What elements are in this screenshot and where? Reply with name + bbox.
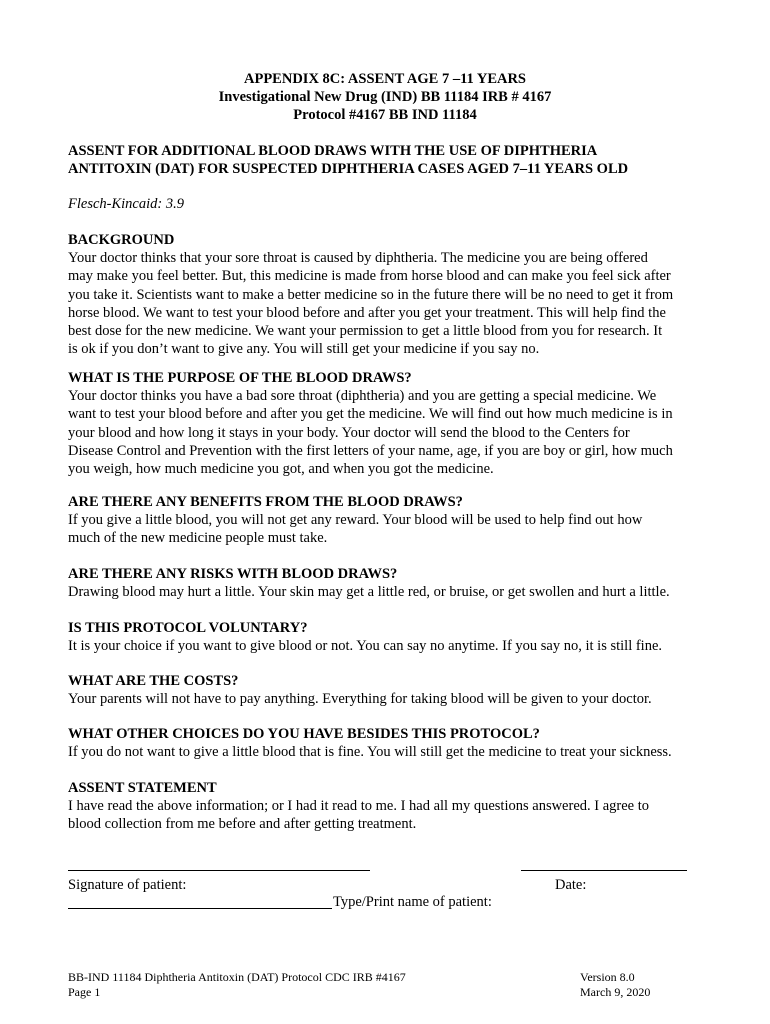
paragraph-line: you take it. Scientists want to make a better medicine so in the future there will be no need to get it from xyxy=(68,286,674,303)
ind-line: Investigational New Drug (IND) BB 11184 IRB # 4167 xyxy=(218,89,552,105)
patient-name-line[interactable] xyxy=(68,908,332,909)
paragraph-line: If you do not want to give a little blood that is fine. You will still get the medicine to treat your sickness. xyxy=(68,744,672,761)
section-background xyxy=(68,231,718,358)
date-label: Date: xyxy=(555,877,587,893)
section-heading: ASSENT STATEMENT xyxy=(68,780,217,796)
section-other-choices xyxy=(68,725,718,761)
paragraph-line: horse blood. We want to test your blood before and after you get your treatment. This will help find the xyxy=(68,304,666,321)
paragraph-line: Disease Control and Prevention with the first letters of your name, age, if you are boy or girl, how much xyxy=(68,442,673,459)
patient-signature-line[interactable] xyxy=(68,870,370,871)
date-signature-line[interactable] xyxy=(521,870,687,871)
assent-title xyxy=(68,142,708,178)
appendix-title: APPENDIX 8C: ASSENT AGE 7 –11 YEARS xyxy=(244,71,526,87)
paragraph-line: If you give a little blood, you will not get any reward. Your blood will be used to help find out how xyxy=(68,512,643,529)
section-purpose xyxy=(68,369,718,478)
section-risks xyxy=(68,565,718,601)
page-number: Page 1 xyxy=(68,985,101,999)
version-label: Version 8.0 xyxy=(580,970,635,984)
flesch-kincaid-score: Flesch-Kincaid: 3.9 xyxy=(68,196,184,212)
version-date: March 9, 2020 xyxy=(580,985,651,999)
section-costs xyxy=(68,672,718,708)
section-assent-statement xyxy=(68,779,718,834)
assent-title-line-2: ANTITOXIN (DAT) FOR SUSPECTED DIPHTHERIA CASES AGED 7–11 YEARS OLD xyxy=(68,161,629,177)
paragraph-line: may make you feel better. But, this medicine is made from horse blood and can make you feel sick after xyxy=(68,268,671,285)
paragraph-line: Your doctor thinks you have a bad sore throat (diphtheria) and you are getting a special medicine. We xyxy=(68,388,657,405)
protocol-line: Protocol #4167 BB IND 11184 xyxy=(293,107,477,123)
patient-signature-label: Signature of patient: xyxy=(68,877,187,893)
footer-left xyxy=(68,970,406,1000)
patient-name-label: Type/Print name of patient: xyxy=(333,894,492,910)
section-voluntary xyxy=(68,619,718,655)
paragraph-line: Your parents will not have to pay anything. Everything for taking blood will be given to your doctor. xyxy=(68,691,652,708)
section-heading: ARE THERE ANY BENEFITS FROM THE BLOOD DRAWS? xyxy=(68,494,463,510)
paragraph-line: blood collection from me before and after getting treatment. xyxy=(68,816,417,833)
footer-protocol-info: BB-IND 11184 Diphtheria Antitoxin (DAT) Protocol CDC IRB #4167 xyxy=(68,970,406,984)
section-heading: WHAT ARE THE COSTS? xyxy=(68,673,239,689)
paragraph-line: Drawing blood may hurt a little. Your skin may get a little red, or bruise, or get swollen and hurt a little. xyxy=(68,584,670,601)
paragraph-line: I have read the above information; or I had it read to me. I had all my questions answered. I agree to xyxy=(68,798,649,815)
section-heading: BACKGROUND xyxy=(68,232,175,248)
section-heading: WHAT IS THE PURPOSE OF THE BLOOD DRAWS? xyxy=(68,370,412,386)
paragraph-line: you weigh, how much medicine you got, and when you got the medicine. xyxy=(68,461,494,478)
section-heading: ARE THERE ANY RISKS WITH BLOOD DRAWS? xyxy=(68,566,398,582)
footer-right xyxy=(580,970,650,1000)
paragraph-line: want to test your blood before and after you get the medicine. We will find out how much medicine is in xyxy=(68,406,673,423)
paragraph-line: much of the new medicine people must take. xyxy=(68,530,328,547)
paragraph-line: your blood and how long it stays in your body. Your doctor will send the blood to the Centers for xyxy=(68,424,630,441)
assent-title-line-1: ASSENT FOR ADDITIONAL BLOOD DRAWS WITH THE USE OF DIPHTHERIA xyxy=(68,143,598,159)
section-heading: IS THIS PROTOCOL VOLUNTARY? xyxy=(68,620,308,636)
paragraph-line: is ok if you don’t want to give any. You will still get your medicine if you say no. xyxy=(68,341,540,358)
section-heading: WHAT OTHER CHOICES DO YOU HAVE BESIDES THIS PROTOCOL? xyxy=(68,726,540,742)
document-header xyxy=(0,70,770,124)
section-benefits xyxy=(68,493,718,548)
paragraph-line: It is your choice if you want to give blood or not. You can say no anytime. If you say no, it is still fine. xyxy=(68,638,663,655)
paragraph-line: best dose for the new medicine. We want your permission to get a little blood from you for research. It xyxy=(68,323,663,340)
paragraph-line: Your doctor thinks that your sore throat is caused by diphtheria. The medicine you are being offered xyxy=(68,250,648,267)
